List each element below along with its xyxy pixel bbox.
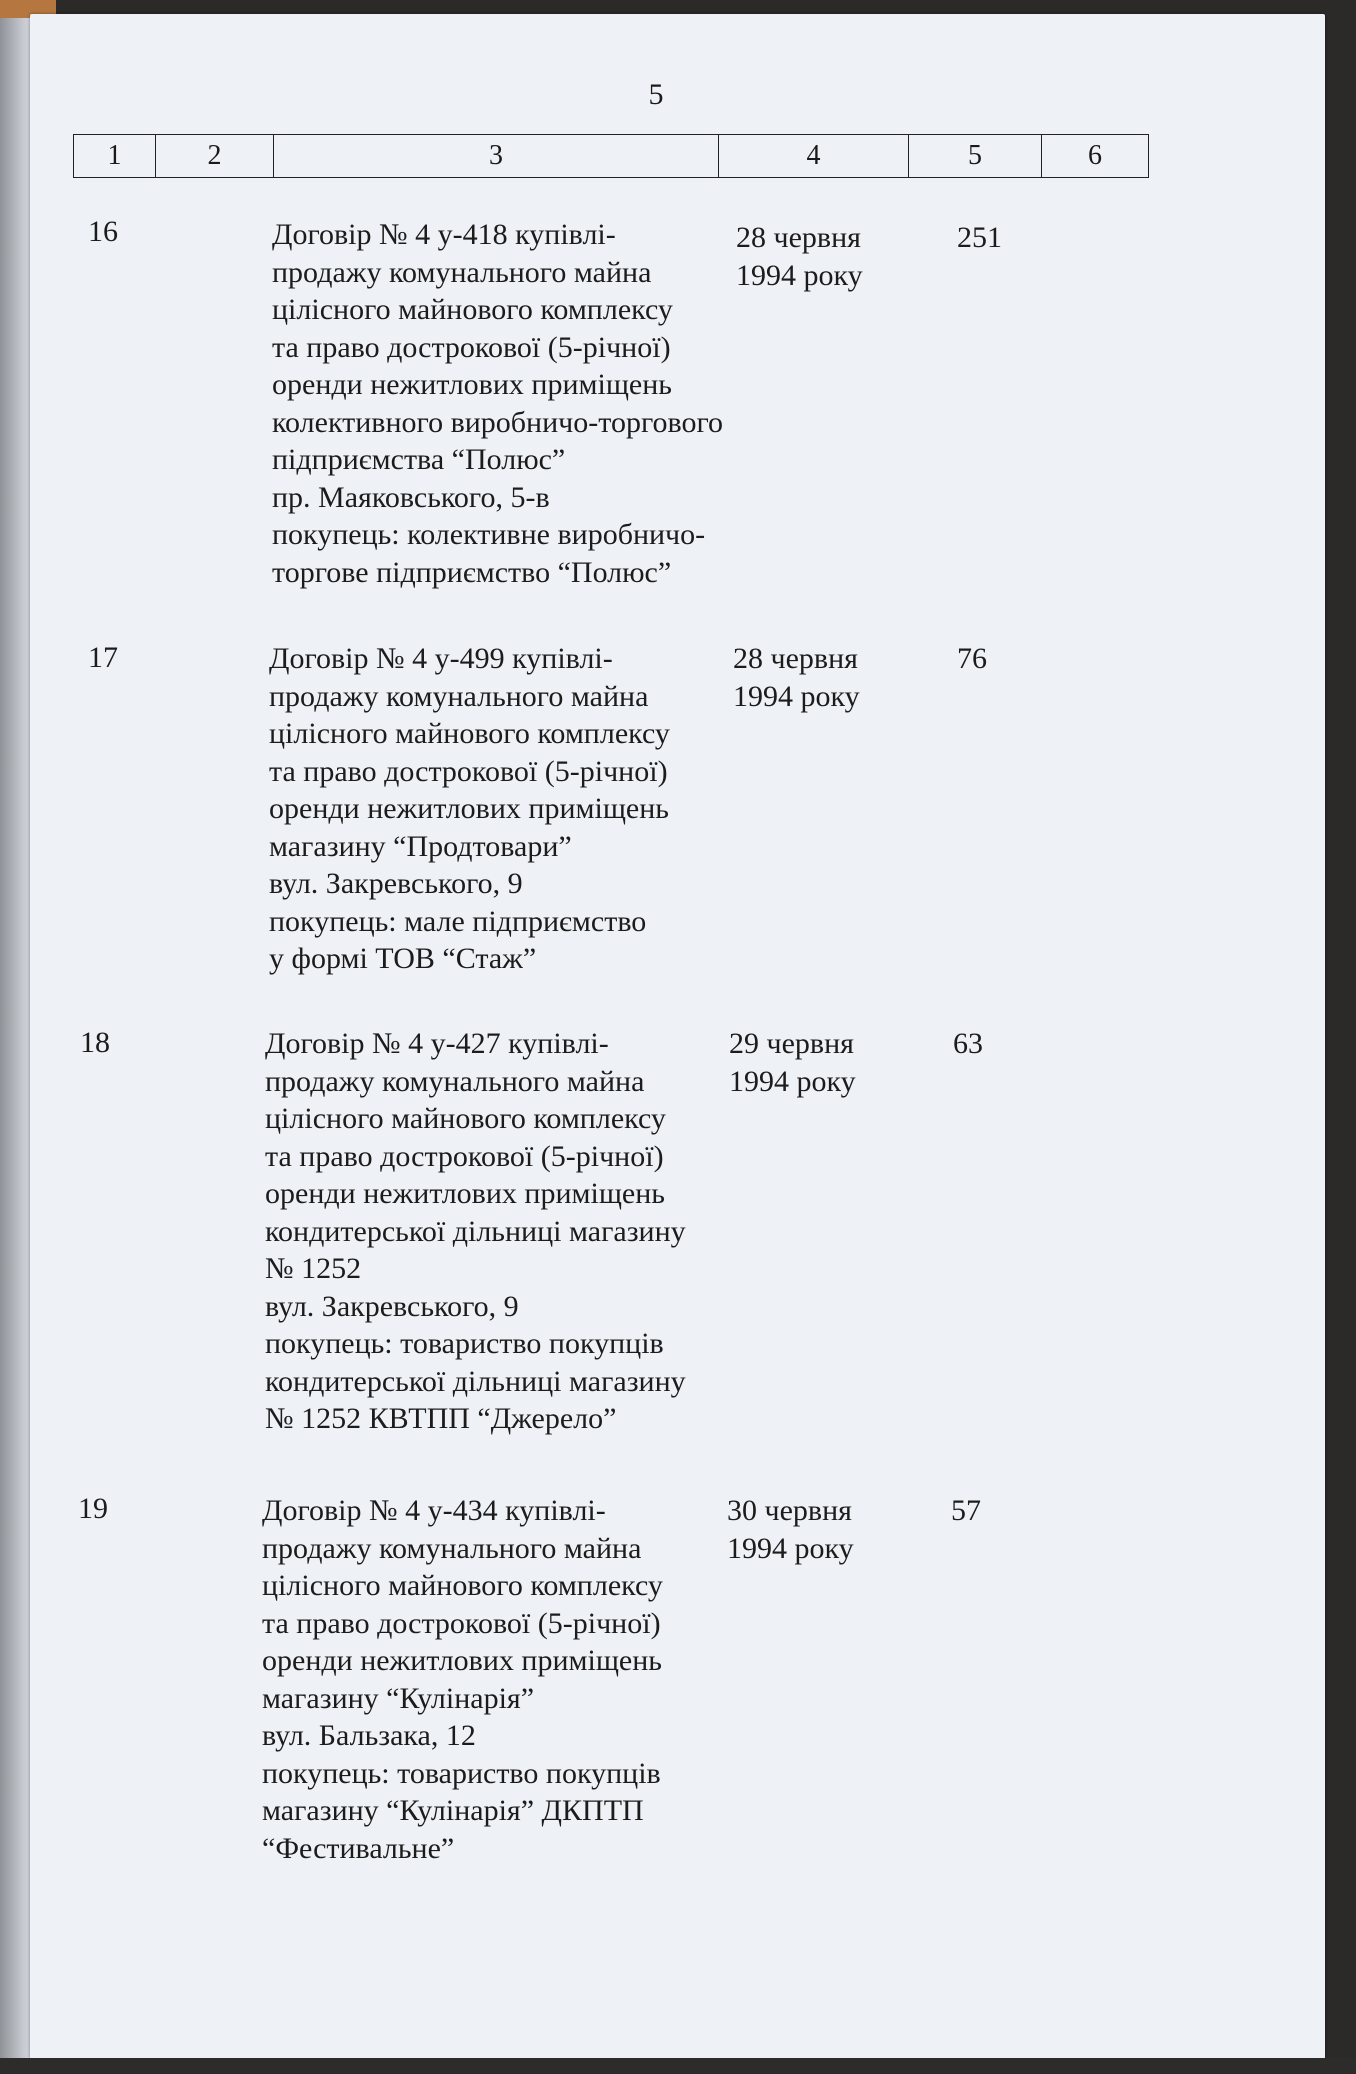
description-line: покупець: колективне виробничо-	[272, 518, 706, 551]
column-header-3: 3	[274, 135, 719, 178]
description-line: оренди нежитлових приміщень	[272, 368, 672, 401]
description-line: Договір № 4 у-434 купівлі-	[262, 1494, 606, 1527]
scan-bottom-edge	[0, 2058, 1356, 2074]
date-line: 1994 року	[729, 1064, 856, 1098]
description-line: покупець: товариство покупців	[262, 1756, 661, 1790]
description-line: продажу комунального майна	[269, 679, 649, 713]
entry-description	[269, 640, 789, 978]
description-line: кондитерської дільниці магазину	[265, 1214, 686, 1248]
description-line: цілісного майнового комплексу	[265, 1102, 666, 1135]
description-line: № 1252 КВТПП “Джерело”	[265, 1402, 617, 1435]
description-line: підприємства “Полюс”	[272, 443, 566, 476]
description-line: продажу комунального майна	[265, 1064, 645, 1098]
description-line: магазину “Кулінарія”	[262, 1681, 535, 1715]
entry-number: 17	[88, 641, 118, 674]
date-line: 28 червня	[736, 221, 861, 254]
description-line: цілісного майнового комплексу	[269, 717, 670, 750]
entry-page-count: 57	[951, 1494, 981, 1527]
entry-description	[272, 216, 792, 591]
description-line: цілісного майнового комплексу	[262, 1569, 663, 1602]
column-header-row	[74, 135, 1149, 178]
date-line: 29 червня	[729, 1027, 854, 1060]
column-header-2: 2	[156, 135, 274, 178]
description-line: № 1252	[265, 1252, 362, 1285]
description-line: вул. Бальзака, 12	[262, 1719, 476, 1752]
entry-description	[265, 1025, 785, 1438]
description-line: колективного виробничо-торгового	[272, 405, 724, 439]
page-number: 5	[648, 78, 664, 111]
description-line: покупець: мале підприємство	[269, 904, 647, 938]
entry-page-count: 251	[957, 221, 1002, 254]
column-header-6: 6	[1042, 135, 1149, 178]
entry-page-count: 63	[953, 1027, 983, 1060]
entry-date	[733, 640, 893, 715]
entry-number: 16	[88, 215, 118, 248]
description-line: Договір № 4 у-427 купівлі-	[265, 1027, 609, 1060]
description-line: магазину “Кулінарія” ДКПТП	[262, 1794, 644, 1827]
description-line: покупець: товариство покупців	[265, 1327, 664, 1360]
date-line: 1994 року	[733, 679, 860, 713]
column-header-table	[73, 134, 1149, 178]
entry-date	[727, 1492, 887, 1567]
description-line: оренди нежитлових приміщень	[265, 1177, 665, 1210]
date-line: 1994 року	[727, 1531, 854, 1565]
description-line: та право дострокової (5-річної)	[265, 1139, 664, 1173]
description-line: магазину “Продтовари”	[269, 829, 572, 863]
date-line: 30 червня	[727, 1494, 852, 1527]
description-line: цілісного майнового комплексу	[272, 293, 673, 326]
column-header-4: 4	[719, 135, 909, 178]
entry-date	[736, 219, 896, 294]
entry-date	[729, 1025, 889, 1100]
description-line: та право дострокової (5-річної)	[269, 754, 668, 788]
description-line: продажу комунального майна	[272, 255, 652, 289]
description-line: у формі ТОВ “Стаж”	[269, 942, 537, 975]
description-line: та право дострокової (5-річної)	[262, 1606, 661, 1640]
description-line: оренди нежитлових приміщень	[269, 792, 669, 825]
description-line: та право дострокової (5-річної)	[272, 330, 671, 364]
date-line: 28 червня	[733, 642, 858, 675]
description-line: вул. Закревського, 9	[269, 867, 523, 900]
description-line: торгове підприємство “Полюс”	[272, 555, 672, 589]
entry-number: 18	[80, 1026, 110, 1059]
description-line: Договір № 4 у-499 купівлі-	[269, 642, 613, 675]
column-header-5: 5	[909, 135, 1042, 178]
entry-description	[262, 1492, 782, 1867]
description-line: кондитерської дільниці магазину	[265, 1364, 686, 1398]
description-line: вул. Закревського, 9	[265, 1289, 519, 1323]
entry-number: 19	[78, 1492, 108, 1525]
description-line: оренди нежитлових приміщень	[262, 1644, 662, 1677]
description-line: “Фестивальне”	[262, 1831, 455, 1865]
description-line: продажу комунального майна	[262, 1531, 642, 1565]
description-line: пр. Маяковського, 5-в	[272, 480, 550, 514]
entry-page-count: 76	[957, 642, 987, 675]
description-line: Договір № 4 у-418 купівлі-	[272, 218, 616, 251]
column-header-1: 1	[74, 135, 156, 178]
date-line: 1994 року	[736, 258, 863, 292]
